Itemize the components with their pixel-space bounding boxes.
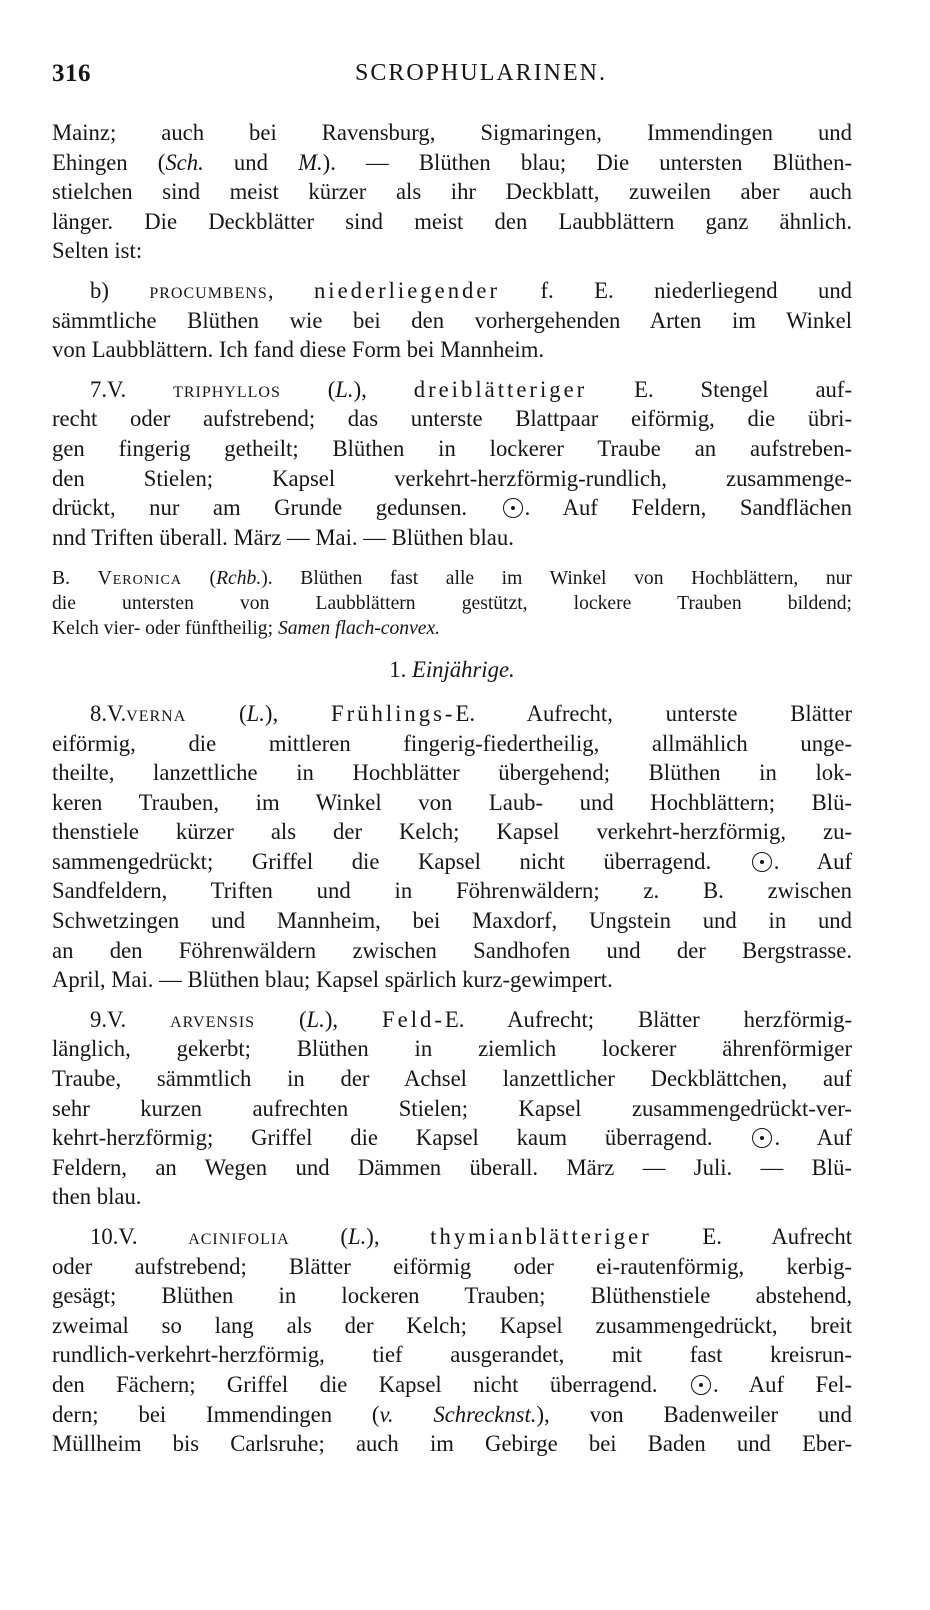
text-line: B. Veronica (Rchb.). Blüthen fast alle im Winkel von Hochblättern, nur	[52, 568, 852, 590]
subheading-annuals: 1. Einjährige.	[389, 657, 515, 683]
text-line: theilte, lanzettliche in Hochblätter übergehend; Blüthen in lok-	[52, 760, 852, 786]
text-line: sammengedrückt; Griffel die Kapsel nicht überragend. . Auf	[52, 848, 853, 874]
text-line: keren Trauben, im Winkel von Laub- und Hochblättern; Blü-	[52, 789, 852, 815]
section-title: SCROPHULARINEN.	[354, 60, 608, 86]
text-line: Kelch vier- oder fünftheilig; Samen flach-convex.	[52, 618, 441, 640]
running-head	[52, 60, 870, 94]
text-line: Sandfeldern, Triften und in Föhrenwäldern; z. B. zwischen	[52, 878, 852, 904]
text-line: b) procumbens, niederliegender f. E. niederliegend und	[90, 277, 853, 303]
text-line: rundlich-verkehrt-herzförmig, tief ausgerandet, mit fast kreisrun-	[52, 1342, 852, 1368]
text-line: Traube, sämmtlich in der Achsel lanzettlicher Deckblättchen, auf	[52, 1066, 852, 1092]
text-line: nnd Triften überall. März — Mai. — Blüthen blau.	[52, 524, 514, 550]
text-line: 10.V. acinifolia (L.), thymianblätteriger E. Aufrecht	[90, 1224, 853, 1249]
text-line: den Fächern; Griffel die Kapsel nicht überragend. . Auf Fel-	[52, 1371, 852, 1397]
paragraph	[52, 118, 852, 266]
text-line: gesägt; Blüthen in lockeren Trauben; Blüthenstiele abstehend,	[52, 1283, 852, 1309]
text-line: kehrt-herzförmig; Griffel die Kapsel kaum überragend. . Auf	[52, 1125, 852, 1151]
text-line: die untersten von Laubblättern gestützt, lockere Trauben bildend;	[52, 593, 852, 615]
text-line: länglich, gekerbt; Blüthen in ziemlich lockerer ährenförmiger	[52, 1036, 852, 1062]
text-line: Schwetzingen und Mannheim, bei Maxdorf, Ungstein und in und	[52, 908, 852, 934]
section-b-description	[52, 566, 852, 641]
text-line: thenstiele kürzer als der Kelch; Kapsel verkehrt-herzförmig, zu-	[52, 819, 852, 845]
species-entry-arvensis	[52, 1005, 852, 1212]
text-line: recht oder aufstrebend; das unterste Blattpaar eiförmig, die übri-	[52, 406, 852, 432]
text-line: Feldern, an Wegen und Dämmen überall. März — Juli. — Blü-	[52, 1154, 852, 1180]
text-line: den Stielen; Kapsel verkehrt-herzförmig-rundlich, zusammenge-	[52, 465, 852, 491]
text-line: an den Föhrenwäldern zwischen Sandhofen und der Bergstrasse.	[52, 937, 852, 963]
annual-plant-icon	[752, 1128, 772, 1148]
species-entry-triphyllos	[52, 375, 852, 553]
text-line: then blau.	[52, 1184, 142, 1210]
annual-plant-icon	[503, 498, 523, 518]
text-line: sehr kurzen aufrechten Stielen; Kapsel zusammengedrückt-ver-	[52, 1095, 852, 1121]
text-line: Selten ist:	[52, 238, 143, 264]
text-line: länger. Die Deckblätter sind meist den Laubblättern ganz ähnlich.	[52, 208, 852, 234]
text-line: 8.V.verna (L.), Frühlings-E. Aufrecht, unterste Blätter	[90, 700, 853, 726]
text-line: gen fingerig getheilt; Blüthen in lockerer Traube an aufstreben-	[52, 435, 852, 461]
text-line: oder aufstrebend; Blätter eiförmig oder ei-rautenförmig, kerbig-	[52, 1253, 852, 1279]
page-body	[52, 118, 852, 1459]
text-line: von Laubblättern. Ich fand diese Form bei Mannheim.	[52, 337, 545, 363]
text-line: Mainz; auch bei Ravensburg, Sigmaringen, Immendingen und	[52, 120, 852, 145]
species-entry-verna	[52, 699, 852, 995]
paragraph-variety-procumbens	[52, 276, 852, 365]
text-line: eiförmig, die mittleren fingerig-fiedertheilig, allmählich unge-	[52, 730, 852, 756]
text-line: drückt, nur am Grunde gedunsen. . Auf Feldern, Sandflächen	[52, 495, 853, 521]
text-line: sämmtliche Blüthen wie bei den vorhergehenden Arten im Winkel	[52, 307, 852, 333]
text-line: stielchen sind meist kürzer als ihr Deckblatt, zuweilen aber auch	[52, 179, 852, 205]
text-line: Müllheim bis Carlsruhe; auch im Gebirge bei Baden und Eber-	[52, 1431, 852, 1457]
text-line: Ehingen (Sch. und M.). — Blüthen blau; Die untersten Blüthen-	[52, 149, 853, 175]
text-line: 7.V. triphyllos (L.), dreiblätteriger E. Stengel auf-	[90, 376, 853, 402]
text-line: dern; bei Immendingen (v. Schrecknst.), von Badenweiler und	[52, 1401, 852, 1427]
annual-plant-icon	[691, 1375, 711, 1395]
text-line: 9.V. arvensis (L.), Feld-E. Aufrecht; Blätter herzförmig-	[90, 1006, 852, 1032]
text-line: April, Mai. — Blüthen blau; Kapsel spärlich kurz-gewimpert.	[52, 967, 613, 993]
species-entry-acinifolia	[52, 1222, 852, 1459]
text-line: zweimal so lang als der Kelch; Kapsel zusammengedrückt, breit	[52, 1312, 852, 1338]
page-number: 316	[52, 60, 91, 87]
annual-plant-icon	[752, 852, 772, 872]
